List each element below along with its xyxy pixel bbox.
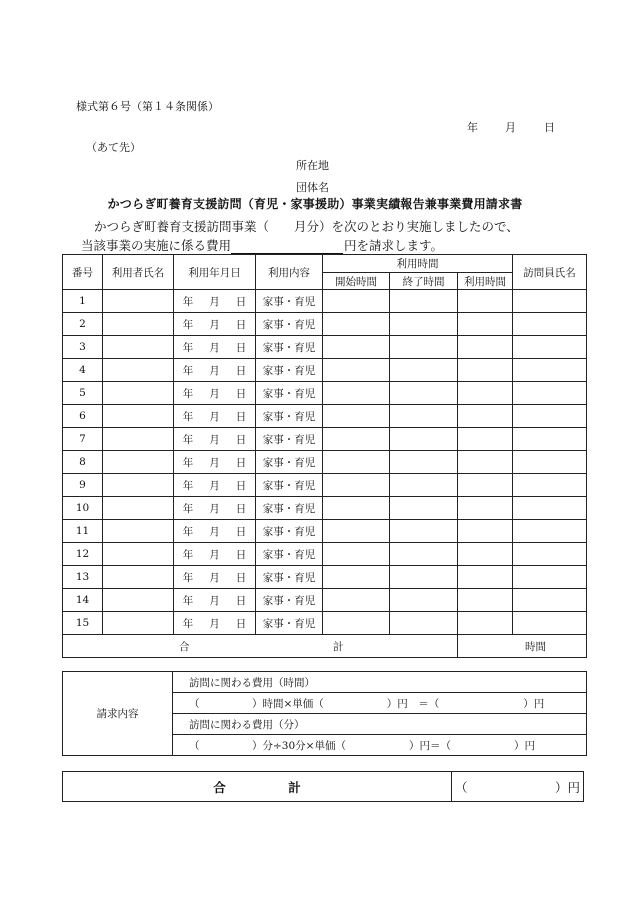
date-day: 日 — [235, 295, 247, 308]
duration-cell[interactable] — [458, 451, 513, 474]
date-month: 月 — [209, 433, 220, 446]
end-time-cell[interactable] — [390, 359, 458, 382]
visitor-name-cell[interactable] — [513, 405, 587, 428]
use-date-cell[interactable] — [174, 566, 256, 589]
date-month: 月 — [209, 341, 220, 354]
date-day: 日 — [235, 387, 247, 400]
user-name-cell[interactable] — [103, 612, 174, 635]
table-row — [63, 520, 587, 543]
content-cell: 家事・育児 — [256, 451, 323, 474]
location-label: 所在地 — [296, 159, 329, 172]
date-year: 年 — [182, 433, 194, 446]
table-row — [63, 451, 587, 474]
record-table — [62, 254, 587, 658]
start-time-cell[interactable] — [323, 566, 390, 589]
date-year: 年 — [182, 387, 194, 400]
date-year: 年 — [182, 571, 194, 584]
date-month: 月 — [209, 410, 220, 423]
content-cell: 家事・育児 — [256, 543, 323, 566]
request-label: 請求内容 — [63, 672, 173, 756]
header-duration: 利用時間 — [458, 273, 513, 290]
duration-cell[interactable] — [458, 382, 513, 405]
table-row — [63, 313, 587, 336]
total-label-right: 計 — [333, 641, 344, 653]
duration-cell[interactable] — [458, 497, 513, 520]
date-month: 月 — [209, 387, 220, 400]
row-no: 1 — [63, 290, 103, 313]
visitor-name-cell[interactable] — [513, 428, 587, 451]
total-hours[interactable]: 時間 — [458, 635, 587, 658]
duration-cell[interactable] — [458, 336, 513, 359]
row-no: 9 — [63, 474, 103, 497]
row-no: 7 — [63, 428, 103, 451]
duration-cell[interactable] — [458, 543, 513, 566]
user-name-cell[interactable] — [103, 497, 174, 520]
visitor-name-cell[interactable] — [513, 543, 587, 566]
total-label — [63, 635, 458, 658]
end-time-cell[interactable] — [390, 405, 458, 428]
header-visitor-name: 訪問員氏名 — [513, 255, 587, 290]
date-month: 月 — [505, 121, 516, 134]
start-time-cell[interactable] — [323, 428, 390, 451]
start-time-cell[interactable] — [323, 405, 390, 428]
content-cell: 家事・育児 — [256, 359, 323, 382]
date-year: 年 — [182, 479, 194, 492]
user-name-cell[interactable] — [103, 428, 174, 451]
date-month: 月 — [209, 456, 220, 469]
duration-cell[interactable] — [458, 428, 513, 451]
date-month: 月 — [209, 548, 220, 561]
table-row — [63, 336, 587, 359]
table-row — [63, 566, 587, 589]
date-day: 日 — [235, 364, 247, 377]
row-no: 2 — [63, 313, 103, 336]
end-time-cell[interactable] — [390, 313, 458, 336]
end-time-cell[interactable] — [390, 474, 458, 497]
date-month: 月 — [209, 502, 220, 515]
body-line-1: かつらぎ町養育支援訪問事業（ 月分）を次のとおり実施しましたので、 — [94, 219, 519, 234]
table-row — [63, 612, 587, 635]
end-time-cell[interactable] — [390, 612, 458, 635]
end-time-cell[interactable] — [390, 336, 458, 359]
duration-cell[interactable] — [458, 405, 513, 428]
user-name-cell[interactable] — [103, 474, 174, 497]
row-no: 10 — [63, 497, 103, 520]
table-row — [63, 290, 587, 313]
visitor-name-cell[interactable] — [513, 451, 587, 474]
header-start-time: 開始時間 — [323, 273, 390, 290]
content-cell: 家事・育児 — [256, 612, 323, 635]
table-row — [63, 589, 587, 612]
row-no: 4 — [63, 359, 103, 382]
content-cell: 家事・育児 — [256, 405, 323, 428]
header-user-name: 利用者氏名 — [103, 255, 174, 290]
date-year: 年 — [182, 594, 194, 607]
date-month: 月 — [209, 594, 220, 607]
date-year: 年 — [182, 341, 194, 354]
row-no: 8 — [63, 451, 103, 474]
content-cell: 家事・育児 — [256, 428, 323, 451]
date-day: 日 — [235, 341, 247, 354]
row-no: 14 — [63, 589, 103, 612]
duration-cell[interactable] — [458, 313, 513, 336]
minute-title: 訪問に関わる費用（分） — [173, 714, 587, 735]
user-name-cell[interactable] — [103, 313, 174, 336]
user-name-cell[interactable] — [103, 451, 174, 474]
date-year: 年 — [467, 121, 478, 134]
use-date-cell[interactable] — [174, 405, 256, 428]
document-title: かつらぎ町養育支援訪問（育児・家事援助）事業実績報告兼事業費用請求書 — [107, 197, 523, 211]
date-month: 月 — [209, 571, 220, 584]
row-no: 15 — [63, 612, 103, 635]
duration-cell[interactable] — [458, 566, 513, 589]
header-no: 番号 — [63, 255, 103, 290]
date-month: 月 — [209, 525, 220, 538]
end-time-cell[interactable] — [390, 428, 458, 451]
grand-total-label: 合 計 — [63, 772, 452, 802]
end-time-cell[interactable] — [390, 382, 458, 405]
start-time-cell[interactable] — [323, 520, 390, 543]
content-cell: 家事・育児 — [256, 382, 323, 405]
duration-cell[interactable] — [458, 359, 513, 382]
content-cell: 家事・育児 — [256, 336, 323, 359]
date-year: 年 — [182, 318, 194, 331]
date-day: 日 — [235, 617, 247, 630]
duration-cell[interactable] — [458, 589, 513, 612]
use-date-cell[interactable] — [174, 359, 256, 382]
use-date-cell[interactable] — [174, 520, 256, 543]
date-year: 年 — [182, 364, 194, 377]
use-date-cell[interactable] — [174, 313, 256, 336]
use-date-cell[interactable] — [174, 497, 256, 520]
content-cell: 家事・育児 — [256, 520, 323, 543]
start-time-cell[interactable] — [323, 359, 390, 382]
use-date-cell[interactable] — [174, 612, 256, 635]
date-day: 日 — [235, 318, 247, 331]
date-year: 年 — [182, 548, 194, 561]
minute-formula[interactable]: （ ）分÷30分×単価（ ）円＝（ ）円 — [173, 735, 587, 756]
duration-cell[interactable] — [458, 290, 513, 313]
amount-blank[interactable] — [231, 241, 343, 254]
hourly-title: 訪問に関わる費用（時間） — [173, 672, 587, 693]
user-name-cell[interactable] — [103, 382, 174, 405]
table-row — [63, 543, 587, 566]
start-time-cell[interactable] — [323, 382, 390, 405]
date-year: 年 — [182, 617, 194, 630]
date-day: 日 — [235, 571, 247, 584]
table-row — [63, 405, 587, 428]
date-year: 年 — [182, 295, 194, 308]
start-time-cell[interactable] — [323, 497, 390, 520]
row-no: 3 — [63, 336, 103, 359]
use-date-cell[interactable] — [174, 428, 256, 451]
row-no: 11 — [63, 520, 103, 543]
use-date-cell[interactable] — [174, 382, 256, 405]
use-date-cell[interactable] — [174, 543, 256, 566]
start-time-cell[interactable] — [323, 612, 390, 635]
table-row — [63, 382, 587, 405]
row-no: 12 — [63, 543, 103, 566]
date-day: 日 — [235, 502, 247, 515]
user-name-cell[interactable] — [103, 290, 174, 313]
user-name-cell[interactable] — [103, 520, 174, 543]
table-row — [63, 359, 587, 382]
date-day: 日 — [235, 456, 247, 469]
end-time-cell[interactable] — [390, 543, 458, 566]
date-month: 月 — [209, 295, 220, 308]
visitor-name-cell[interactable] — [513, 290, 587, 313]
content-cell: 家事・育児 — [256, 313, 323, 336]
date-field — [467, 119, 555, 135]
body-line-2-suffix: 円を請求します。 — [344, 238, 444, 253]
request-table — [62, 671, 587, 756]
content-cell: 家事・育児 — [256, 589, 323, 612]
addressee: （あて先） — [86, 141, 141, 154]
use-date-cell[interactable] — [174, 336, 256, 359]
end-time-cell[interactable] — [390, 520, 458, 543]
start-time-cell[interactable] — [323, 474, 390, 497]
visitor-name-cell[interactable] — [513, 382, 587, 405]
header-end-time: 終了時間 — [390, 273, 458, 290]
duration-cell[interactable] — [458, 612, 513, 635]
row-no: 13 — [63, 566, 103, 589]
user-name-cell[interactable] — [103, 405, 174, 428]
use-date-cell[interactable] — [174, 290, 256, 313]
use-date-cell[interactable] — [174, 451, 256, 474]
organization-label: 団体名 — [296, 181, 329, 194]
content-cell: 家事・育児 — [256, 497, 323, 520]
duration-cell[interactable] — [458, 520, 513, 543]
user-name-cell[interactable] — [103, 543, 174, 566]
end-time-cell[interactable] — [390, 451, 458, 474]
end-time-cell[interactable] — [390, 497, 458, 520]
date-year: 年 — [182, 525, 194, 538]
content-cell: 家事・育児 — [256, 290, 323, 313]
duration-cell[interactable] — [458, 474, 513, 497]
end-time-cell[interactable] — [390, 566, 458, 589]
visitor-name-cell[interactable] — [513, 474, 587, 497]
visitor-name-cell[interactable] — [513, 566, 587, 589]
row-no: 5 — [63, 382, 103, 405]
total-row — [63, 635, 587, 658]
start-time-cell[interactable] — [323, 290, 390, 313]
row-no: 6 — [63, 405, 103, 428]
date-day: 日 — [235, 479, 247, 492]
grand-total-amount[interactable]: （ ）円 — [452, 772, 584, 802]
start-time-cell[interactable] — [323, 543, 390, 566]
user-name-cell[interactable] — [103, 359, 174, 382]
table-row — [63, 428, 587, 451]
date-year: 年 — [182, 456, 194, 469]
body-line-2 — [81, 236, 443, 254]
date-day: 日 — [544, 121, 555, 134]
date-year: 年 — [182, 502, 194, 515]
visitor-name-cell[interactable] — [513, 520, 587, 543]
user-name-cell[interactable] — [103, 589, 174, 612]
date-month: 月 — [209, 479, 220, 492]
content-cell: 家事・育児 — [256, 474, 323, 497]
date-month: 月 — [209, 617, 220, 630]
content-cell: 家事・育児 — [256, 566, 323, 589]
total-label-left: 合 — [179, 641, 190, 653]
visitor-name-cell[interactable] — [513, 589, 587, 612]
visitor-name-cell[interactable] — [513, 612, 587, 635]
visitor-name-cell[interactable] — [513, 313, 587, 336]
user-name-cell[interactable] — [103, 566, 174, 589]
visitor-name-cell[interactable] — [513, 497, 587, 520]
date-day: 日 — [235, 594, 247, 607]
header-content: 利用内容 — [256, 255, 323, 290]
date-day: 日 — [235, 548, 247, 561]
user-name-cell[interactable] — [103, 336, 174, 359]
date-month: 月 — [209, 318, 220, 331]
start-time-cell[interactable] — [323, 589, 390, 612]
start-time-cell[interactable] — [323, 313, 390, 336]
table-row — [63, 474, 587, 497]
header-use-time: 利用時間 — [323, 255, 513, 273]
date-month: 月 — [209, 364, 220, 377]
table-row — [63, 497, 587, 520]
header-use-date: 利用年月日 — [174, 255, 256, 290]
body-line-2-prefix: 当該事業の実施に係る費用 — [81, 238, 232, 253]
form-number: 様式第６号（第１４条関係） — [76, 100, 219, 113]
date-day: 日 — [235, 410, 247, 423]
grand-total-table — [62, 771, 584, 802]
start-time-cell[interactable] — [323, 451, 390, 474]
start-time-cell[interactable] — [323, 336, 390, 359]
use-date-cell[interactable] — [174, 589, 256, 612]
date-year: 年 — [182, 410, 194, 423]
visitor-name-cell[interactable] — [513, 359, 587, 382]
date-day: 日 — [235, 433, 247, 446]
end-time-cell[interactable] — [390, 589, 458, 612]
visitor-name-cell[interactable] — [513, 336, 587, 359]
use-date-cell[interactable] — [174, 474, 256, 497]
hourly-formula[interactable]: （ ）時間×単価（ ）円 ＝（ ）円 — [173, 693, 587, 714]
end-time-cell[interactable] — [390, 290, 458, 313]
date-day: 日 — [235, 525, 247, 538]
